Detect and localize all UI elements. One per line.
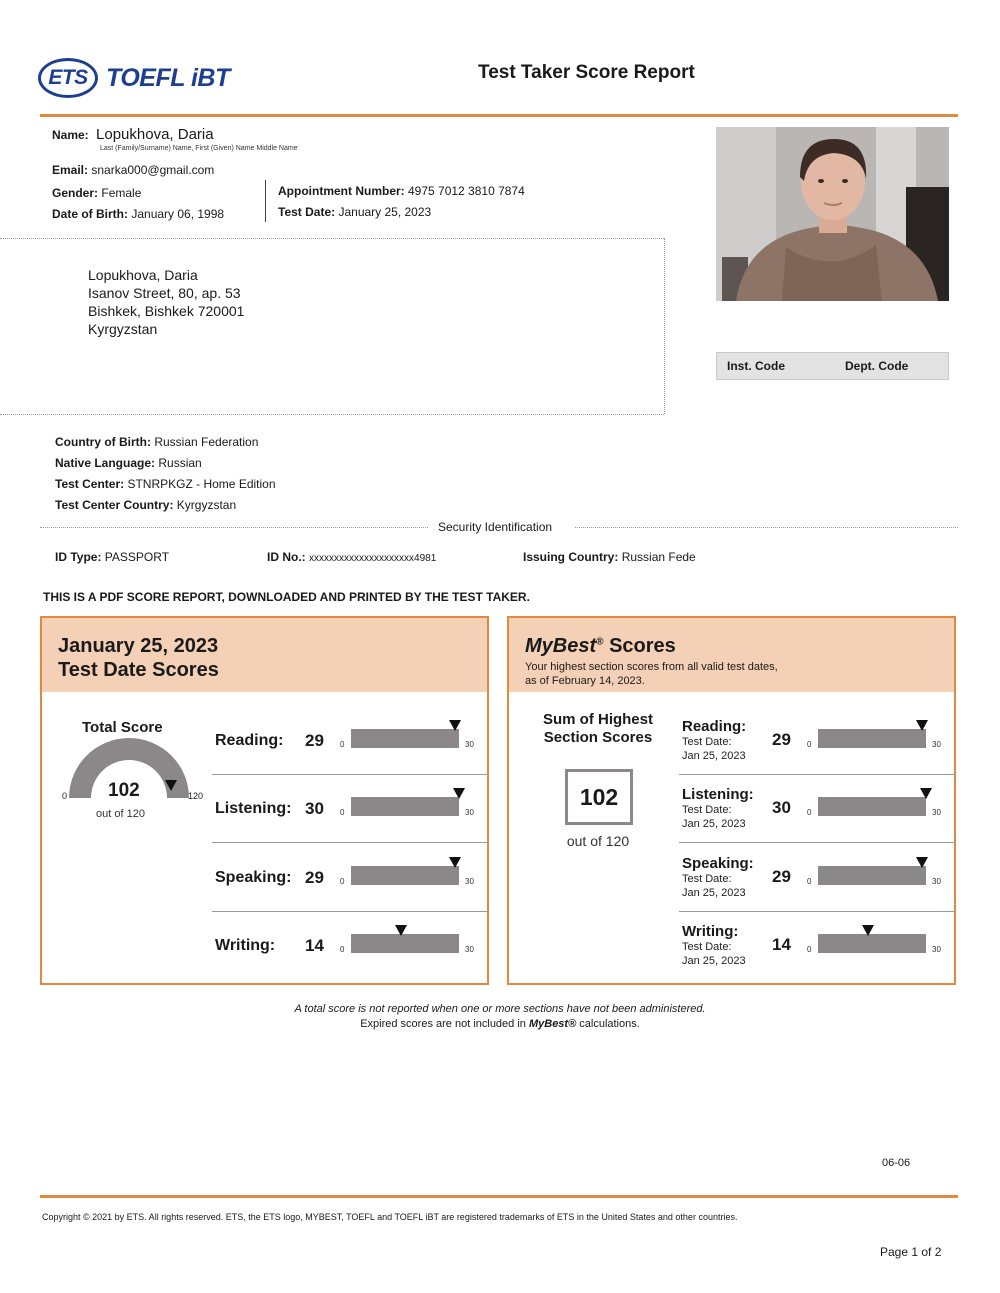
address-line: Isanov Street, 80, ap. 53 [88,285,241,301]
native-language-label: Native Language: [55,456,156,470]
scale-max: 30 [932,740,941,749]
score-bar [818,934,926,953]
candidate-name: Lopukhova, Daria [96,126,214,143]
security-heading: Security Identification [438,520,553,534]
sum-highest-label [523,711,673,747]
row-separator [212,774,489,775]
section-score: 29 [772,730,791,749]
sum-highest-label-line: Sum of Highest [542,711,653,728]
score-marker [453,788,465,799]
section-score: 14 [772,935,791,954]
form-code: 06-06 [882,1157,911,1169]
mybest-title [525,635,676,658]
header-rule [40,114,958,117]
mybest-scores-panel [507,616,956,985]
scale-max: 30 [932,877,941,886]
row-separator [212,911,489,912]
score-marker [395,925,407,936]
row-separator [679,774,956,775]
email-field [52,163,214,177]
mailing-address [88,266,244,338]
mybest-subtitle-line: Your highest section scores from all valid test dates, [525,661,778,673]
mybest-out-of: out of 120 [566,833,630,849]
toefl-ibt-wordmark: TOEFL iBT [106,63,230,92]
section-label: Reading: [682,718,747,735]
section-date: Jan 25, 2023 [682,750,746,762]
scale-max: 30 [932,808,941,817]
ets-toefl-logo [38,56,230,100]
scale-min: 0 [807,945,812,954]
email-value: snarka000@gmail.com [91,163,215,177]
scale-min: 0 [807,740,812,749]
mybest-subtitle-line: as of February 14, 2023. [525,675,645,687]
score-bar [351,729,459,748]
scale-min: 0 [807,808,812,817]
issuing-country-label: Issuing Country: [523,550,619,564]
test-center-field [55,477,276,491]
gender-value: Female [101,186,142,200]
test-date-field [278,205,431,219]
score-bar [351,934,459,953]
issuing-country-value: Russian Fede [621,550,696,564]
name-label: Name: [52,128,89,142]
score-marker [920,788,932,799]
native-language-value: Russian [158,456,202,470]
scale-max: 30 [932,945,941,954]
section-score: 14 [305,936,324,955]
score-bar [818,866,926,885]
section-label: Writing: [215,937,276,954]
total-score-label: Total Score [82,719,163,736]
test-center-country-field [55,498,236,512]
section-label: Listening: [682,786,754,803]
row-separator [679,842,956,843]
mybest-subtitle [525,660,778,688]
section-date-label: Test Date: [682,736,732,748]
test-taker-photo [716,127,949,301]
photo-image [716,127,949,301]
score-bar [818,797,926,816]
native-language-field [55,456,202,470]
section-score: 30 [305,799,324,818]
sum-highest-label-line: Section Scores [543,729,653,746]
ets-logo-mark: ETS [38,58,98,98]
gauge-min: 0 [62,791,68,801]
gauge-max: 120 [188,791,204,801]
id-number-value: xxxxxxxxxxxxxxxxxxxxx4981 [309,553,437,564]
dept-code-label: Dept. Code [845,359,909,373]
row-separator [679,911,956,912]
gender-field [52,186,141,200]
mybest-title-reg: ® [596,636,604,648]
test-date-value: January 25, 2023 [338,205,432,219]
scale-max: 30 [465,740,474,749]
test-date-scores-title: Test Date Scores [58,659,219,681]
name-format-hint: Last (Family/Surname) Name, First (Given) Name Middle Name [100,145,298,152]
address-line: Lopukhova, Daria [88,267,198,283]
section-label: Writing: [682,923,739,940]
mybest-title-rest: Scores [603,635,676,657]
security-rule-right [575,527,958,528]
name-field [52,126,214,143]
address-window-top [0,238,664,239]
appointment-value: 4975 7012 3810 7874 [408,184,525,198]
scale-min: 0 [340,740,345,749]
total-out-of: out of 120 [96,808,145,820]
test-date-panel-header [42,618,487,692]
scale-max: 30 [465,808,474,817]
row-separator [212,842,489,843]
section-date: Jan 25, 2023 [682,955,746,967]
page-number: Page 1 of 2 [880,1245,942,1259]
security-rule-left [40,527,428,528]
dob-field [52,207,224,221]
appointment-label: Appointment Number: [278,184,405,198]
test-date-heading: January 25, 2023 [58,635,219,657]
test-center-label: Test Center: [55,477,125,491]
score-bar [818,729,926,748]
id-type-field [55,550,169,564]
footnote-expired-text: Expired scores are not included in [360,1018,529,1030]
section-date-label: Test Date: [682,873,732,885]
score-marker [916,857,928,868]
email-label: Email: [52,163,89,177]
country-of-birth-label: Country of Birth: [55,435,151,449]
inst-code-label: Inst. Code [727,359,786,373]
score-marker [449,857,461,868]
footer-rule [40,1195,958,1198]
address-line: Kyrgyzstan [88,321,158,337]
test-center-country-value: Kyrgyzstan [176,498,237,512]
mybest-panel-header [509,618,954,692]
total-score-value: 102 [108,780,140,801]
address-window-bottom [0,414,664,415]
section-label: Speaking: [682,855,754,872]
address-window-side [664,238,665,414]
id-number-field [267,550,436,564]
dob-label: Date of Birth: [52,207,128,221]
section-date: Jan 25, 2023 [682,887,746,899]
footnote-expired-end: calculations. [576,1018,640,1030]
report-title: Test Taker Score Report [478,62,695,83]
institution-code-bar [716,352,949,380]
section-label: Speaking: [215,869,292,886]
id-type-label: ID Type: [55,550,102,564]
appointment-field [278,184,525,198]
mybest-total-box: 102 [565,769,633,825]
country-of-birth-field [55,435,258,449]
section-score: 30 [772,798,791,817]
test-center-value: STNRPKGZ - Home Edition [127,477,276,491]
test-date-scores-panel [40,616,489,985]
test-center-country-label: Test Center Country: [55,498,174,512]
footnote-mybest: MyBest® [528,1018,577,1030]
score-bar [351,797,459,816]
info-divider [265,180,266,222]
issuing-country-field [523,550,696,564]
scale-min: 0 [340,808,345,817]
footnote-total: A total score is not reported when one or more sections have not been administered. [294,1003,706,1015]
section-score: 29 [305,868,324,887]
footnote-expired [0,1018,1000,1030]
scale-max: 30 [465,945,474,954]
mybest-title-brand: MyBest [525,635,597,657]
address-line: Bishkek, Bishkek 720001 [88,303,245,319]
scale-min: 0 [340,877,345,886]
section-score: 29 [772,867,791,886]
pdf-notice: THIS IS A PDF SCORE REPORT, DOWNLOADED AND PRINTED BY THE TEST TAKER. [43,590,530,604]
scale-min: 0 [340,945,345,954]
section-score: 29 [305,731,324,750]
scale-min: 0 [807,877,812,886]
section-date-label: Test Date: [682,941,732,953]
section-date-label: Test Date: [682,804,732,816]
section-label: Reading: [215,732,284,749]
dob-value: January 06, 1998 [131,207,225,221]
test-date-label: Test Date: [278,205,336,219]
copyright-text: Copyright © 2021 by ETS. All rights reserved. ETS, the ETS logo, MYBEST, TOEFL and TOEFL iBT are registered trademarks of ETS in the United States and other countries. [42,1212,738,1222]
id-type-value: PASSPORT [104,550,170,564]
section-label: Listening: [215,800,292,817]
scale-max: 30 [465,877,474,886]
id-number-label: ID No.: [267,550,306,564]
score-marker [916,720,928,731]
section-date: Jan 25, 2023 [682,818,746,830]
score-bar [351,866,459,885]
country-of-birth-value: Russian Federation [154,435,259,449]
score-marker [449,720,461,731]
score-marker [862,925,874,936]
gender-label: Gender: [52,186,99,200]
